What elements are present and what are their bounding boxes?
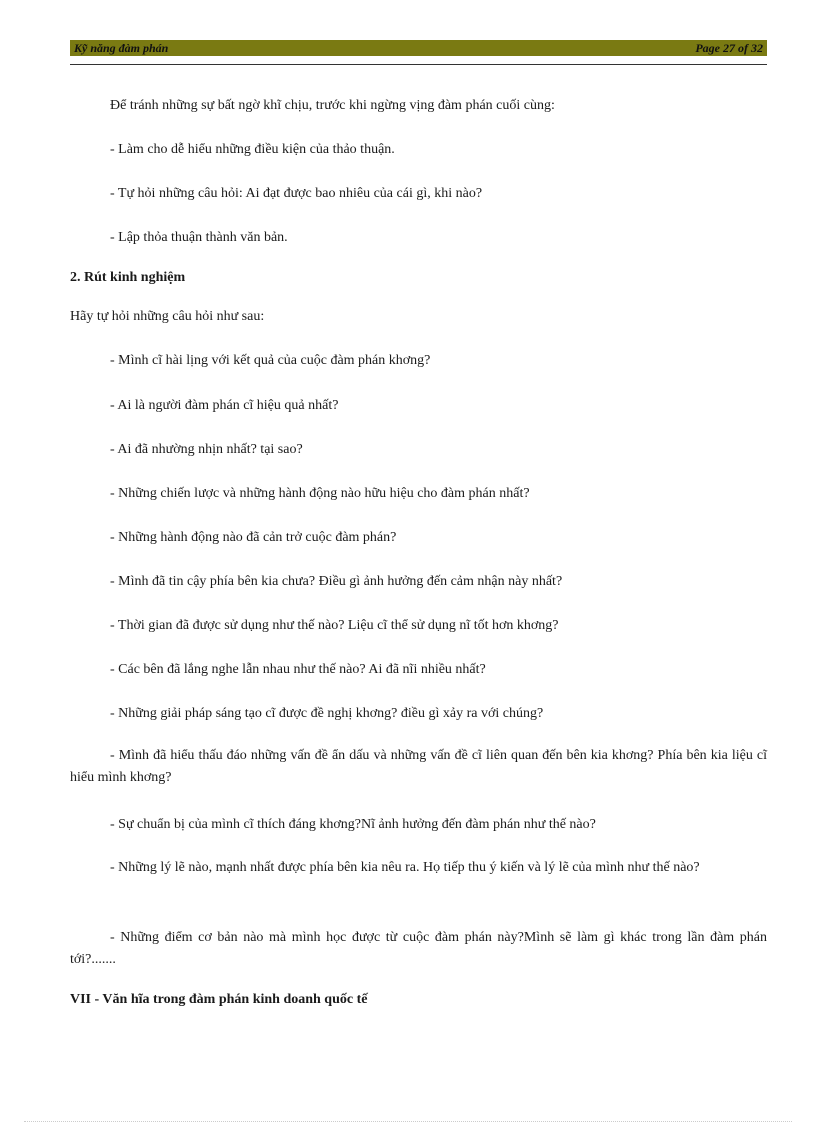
- header-divider: [70, 64, 767, 65]
- document-title: Kỹ năng đàm phán: [74, 40, 169, 55]
- question-item: - Ai là người đàm phán cĩ hiệu quả nhất?: [110, 398, 339, 413]
- question-item: - Sự chuẩn bị của mình cĩ thích đáng khơng?Nĩ ảnh hưởng đến đàm phán như thế nào?: [110, 817, 596, 832]
- page-header: [70, 40, 767, 56]
- page-bottom-divider: [24, 1121, 792, 1122]
- page-number: Page 27 of 32: [695, 40, 763, 55]
- question-paragraph: - Mình đã hiểu thấu đáo những vấn đề ẩn dấu và những vấn đề cĩ liên quan đến bên kia khơng? Phía bên kia liệu cĩ hiểu mình khơng?: [70, 748, 767, 785]
- intro-item: - Làm cho dễ hiểu những điều kiện của thảo thuận.: [110, 142, 395, 157]
- question-item: - Mình đã tin cậy phía bên kia chưa? Điều gì ảnh hưởng đến cảm nhận này nhất?: [110, 574, 563, 589]
- question-paragraph: - Những điểm cơ bản nào mà mình học được từ cuộc đàm phán này?Mình sẽ làm gì khác trong lần đàm phán tới?.......: [70, 930, 767, 967]
- intro-item: - Tự hỏi những câu hỏi: Ai đạt được bao nhiêu của cái gì, khi nào?: [110, 186, 483, 201]
- question-item: - Những hành động nào đã cản trở cuộc đàm phán?: [110, 530, 397, 545]
- question-item: - Thời gian đã được sử dụng như thế nào? Liệu cĩ thể sử dụng nĩ tốt hơn khơng?: [110, 618, 559, 633]
- section-heading: VII - Văn hĩa trong đàm phán kinh doanh quốc tế: [70, 992, 368, 1007]
- question-paragraph: - Những lý lẽ nào, mạnh nhất được phía bên kia nêu ra. Họ tiếp thu ý kiến và lý lẽ của mình như thế nào?: [110, 860, 700, 875]
- intro-text: Để tránh những sự bất ngờ khĩ chịu, trước khi ngừng vịng đàm phán cuối cùng:: [110, 98, 555, 113]
- section-heading: 2. Rút kinh nghiệm: [70, 270, 186, 285]
- intro-item: - Lập thỏa thuận thành văn bản.: [110, 230, 288, 245]
- question-item: - Ai đã nhường nhịn nhất? tại sao?: [110, 442, 303, 457]
- question-item: - Những giải pháp sáng tạo cĩ được đề nghị khơng? điều gì xảy ra với chúng?: [110, 706, 544, 721]
- section-lead: Hãy tự hỏi những câu hỏi như sau:: [70, 309, 265, 324]
- question-item: - Những chiến lược và những hành động nào hữu hiệu cho đàm phán nhất?: [110, 486, 530, 501]
- question-item: - Mình cĩ hài lịng với kết quả của cuộc đàm phán khơng?: [110, 353, 431, 368]
- question-item: - Các bên đã lắng nghe lẫn nhau như thế nào? Ai đã nĩi nhiều nhất?: [110, 662, 486, 677]
